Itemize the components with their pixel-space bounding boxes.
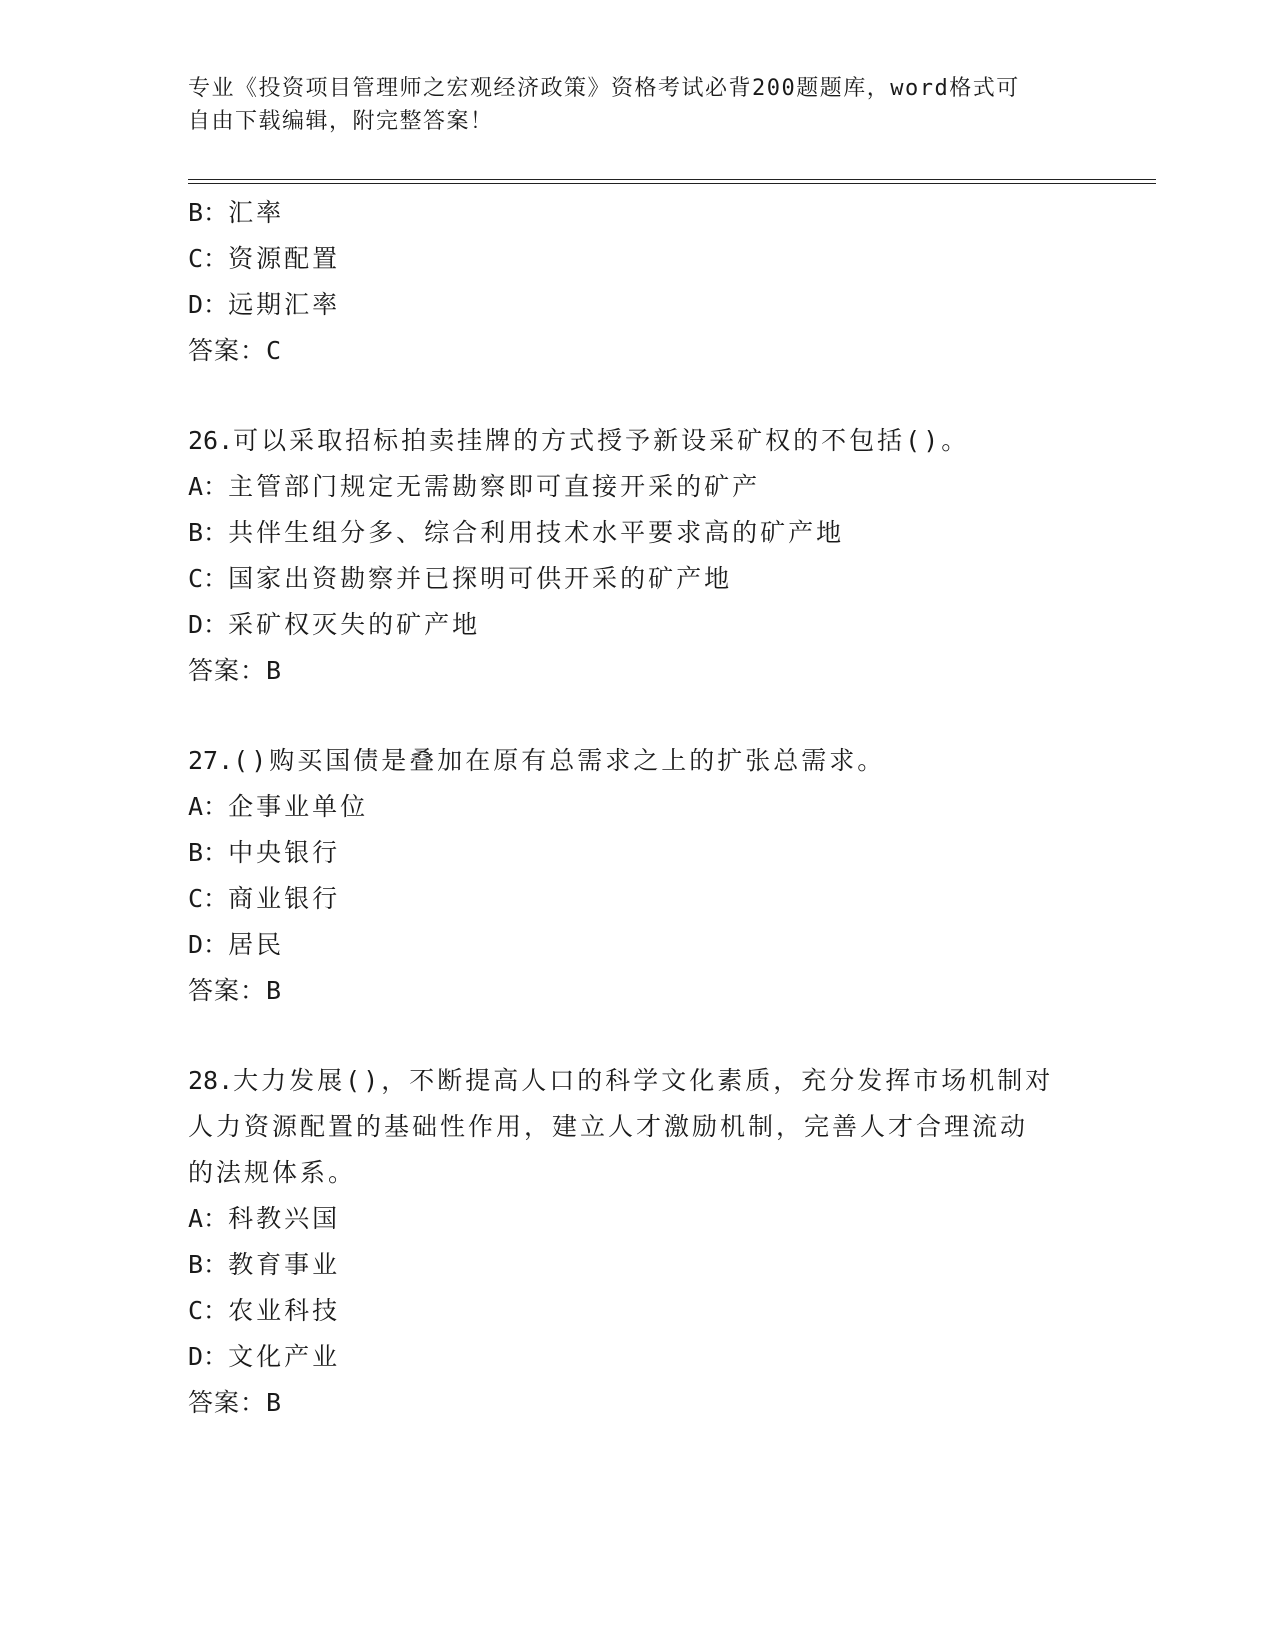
document-header	[188, 72, 1088, 138]
document-body	[188, 190, 1088, 1426]
answer-line: 答案：B	[188, 976, 283, 1005]
answer-value: B	[266, 1388, 283, 1417]
header-line-2: 自由下载编辑，附完整答案！	[188, 109, 494, 134]
answer-value: C	[266, 336, 283, 365]
option-c: C：商业银行	[188, 884, 341, 913]
option-d: D：居民	[188, 930, 285, 959]
option-b: B：中央银行	[188, 838, 341, 867]
option-d: D：远期汇率	[188, 290, 341, 319]
question-28	[188, 1058, 1088, 1426]
question-26	[188, 418, 1088, 694]
option-a: A：主管部门规定无需勘察即可直接开采的矿产	[188, 472, 761, 501]
answer-line: 答案：B	[188, 656, 283, 685]
option-d: D：文化产业	[188, 1342, 341, 1371]
option-b: B：共伴生组分多、综合利用技术水平要求高的矿产地	[188, 518, 845, 547]
header-rule-top	[188, 179, 1156, 180]
answer-value: B	[266, 656, 283, 685]
question-text-line-3: 的法规体系。	[188, 1158, 357, 1187]
option-c: C：资源配置	[188, 244, 341, 273]
answer-line: 答案：C	[188, 336, 283, 365]
question-25-tail	[188, 190, 1088, 374]
option-a: A：科教兴国	[188, 1204, 341, 1233]
option-b: B：汇率	[188, 198, 285, 227]
option-d: D：采矿权灭失的矿产地	[188, 610, 481, 639]
answer-value: B	[266, 976, 283, 1005]
header-line-1: 专业《投资项目管理师之宏观经济政策》资格考试必背200题题库，word格式可	[188, 76, 1020, 101]
answer-line: 答案：B	[188, 1388, 283, 1417]
header-rule-bottom	[188, 183, 1156, 184]
question-27	[188, 738, 1088, 1014]
question-text: 26.可以采取招标拍卖挂牌的方式授予新设采矿权的不包括()。	[188, 426, 970, 455]
option-c: C：农业科技	[188, 1296, 341, 1325]
option-a: A：企事业单位	[188, 792, 369, 821]
question-text-line-2: 人力资源配置的基础性作用，建立人才激励机制，完善人才合理流动	[188, 1112, 1029, 1141]
option-c: C：国家出资勘察并已探明可供开采的矿产地	[188, 564, 733, 593]
question-text-line-1: 28.大力发展()，不断提高人口的科学文化素质，充分发挥市场机制对	[188, 1066, 1054, 1095]
question-text: 27.()购买国债是叠加在原有总需求之上的扩张总需求。	[188, 746, 886, 775]
option-b: B：教育事业	[188, 1250, 341, 1279]
